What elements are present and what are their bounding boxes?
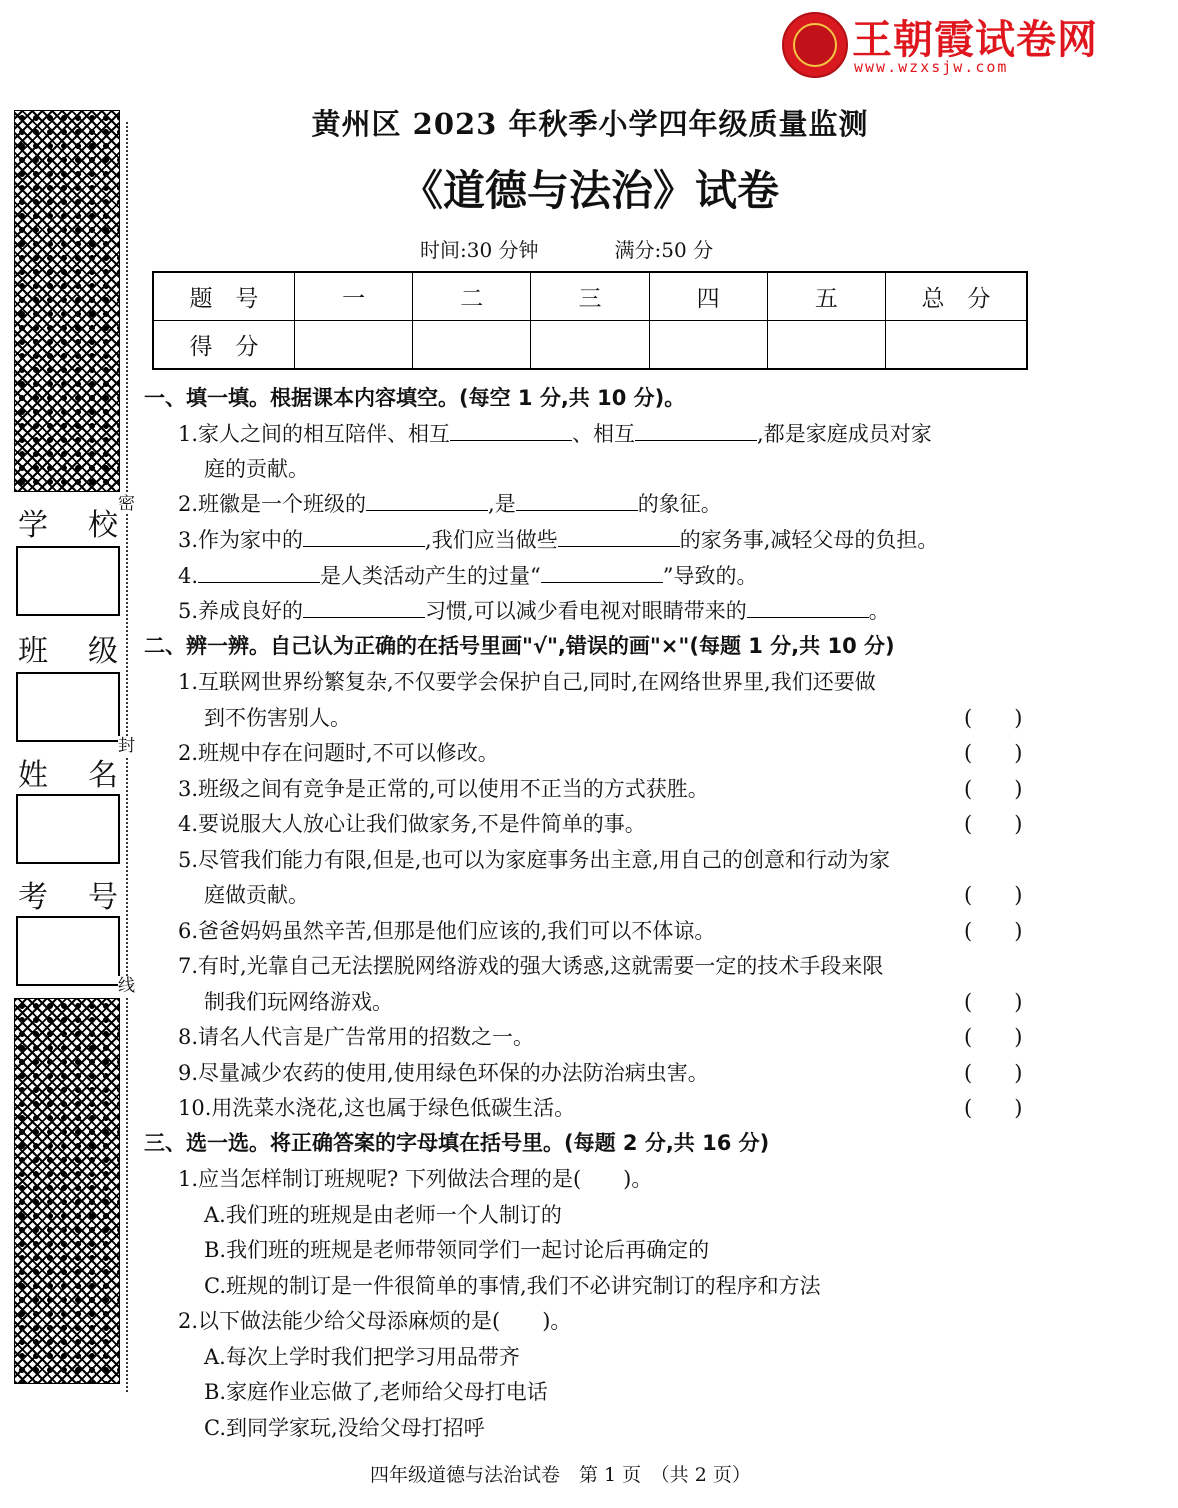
score-table-cell: 二 [413,272,531,321]
judge-question-1: 1.互联网世界纷繁复杂,不仅要学会保护自己,同时,在网络世界里,我们还要做 [178,670,876,694]
answer-parentheses[interactable]: ( ) [964,919,1023,943]
answer-parentheses[interactable]: ( ) [964,777,1023,801]
choice-option: B.家庭作业忘做了,老师给父母打电话 [204,1380,548,1404]
answer-blank[interactable] [516,492,638,511]
section-2-heading: 二、辨一辨。自己认为正确的在括号里画"√",错误的画"×"(每题 1 分,共 10 分) [144,634,895,658]
score-input-cell[interactable] [767,321,885,370]
school-input-box[interactable] [16,546,120,616]
logo-url: www.wzxsjw.com [854,58,1009,76]
score-table-header-row [153,272,1027,321]
score-input-cell[interactable] [886,321,1028,370]
judge-question-4: 4.要说服大人放心让我们做家务,不是件简单的事。 [178,812,646,836]
answer-blank[interactable] [541,564,663,583]
fill-question-1-cont: 庭的贡献。 [204,457,309,481]
answer-blank[interactable] [450,422,572,441]
judge-question-7: 7.有时,光靠自己无法摆脱网络游戏的强大诱惑,这就需要一定的技术手段来限 [178,954,884,978]
subject-title: 《道德与法治》试卷 [400,166,779,215]
judge-question-5-cont: 庭做贡献。 [204,883,309,907]
answer-blank[interactable] [366,492,488,511]
judge-question-2: 2.班规中存在问题时,不可以修改。 [178,741,499,765]
class-input-box[interactable] [16,672,120,742]
answer-blank[interactable] [558,528,680,547]
exam-time-score [420,234,713,263]
score-input-cell[interactable] [649,321,767,370]
answer-blank[interactable] [303,528,425,547]
name-input-box[interactable] [16,794,120,864]
score-table-cell: 四 [649,272,767,321]
fill-question-5: 5.养成良好的 习惯,可以减少看电视对眼睛带来的 。 [178,599,890,623]
seal-char-feng: 封 [118,736,135,756]
score-table-cell: 五 [767,272,885,321]
answer-blank[interactable] [303,599,425,618]
name-label: 姓 名 [18,758,118,793]
score-input-cell[interactable] [413,321,531,370]
score-table-score-row [153,321,1027,370]
class-label: 班 级 [18,634,118,669]
answer-parentheses[interactable]: ( ) [964,812,1023,836]
judge-question-8: 8.请名人代言是广告常用的招数之一。 [178,1025,535,1049]
seal-char-xian: 线 [118,976,135,996]
choice-option: A.我们班的班规是由老师一个人制订的 [204,1203,562,1227]
margin-pattern-top [14,110,120,492]
fill-question-2: 2.班徽是一个班级的 ,是 的象征。 [178,492,722,516]
score-table-cell: 总 分 [886,272,1028,321]
binding-dotted-line [126,122,128,1392]
judge-question-1-cont: 到不伤害别人。 [204,706,351,730]
choice-option: B.我们班的班规是老师带领同学们一起讨论后再确定的 [204,1238,710,1262]
judge-question-9: 9.尽量减少农药的使用,使用绿色环保的办法防治病虫害。 [178,1061,709,1085]
judge-question-5: 5.尽管我们能力有限,但是,也可以为家庭事务出主意,用自己的创意和行动为家 [178,848,891,872]
answer-blank[interactable] [198,564,320,583]
site-logo [782,8,1102,74]
answer-parentheses[interactable]: ( ) [964,1025,1023,1049]
logo-brand-text: 王朝霞试卷网 [852,17,1098,63]
choice-option: C.到同学家玩,没给父母打招呼 [204,1416,485,1440]
fill-question-4: 4. 是人类活动产生的过量“ ”导致的。 [178,564,758,588]
answer-parentheses[interactable]: ( ) [964,1096,1023,1120]
logo-seal-icon [782,12,848,78]
score-table-cell: 一 [295,272,413,321]
exam-full-score: 满分:50 分 [614,238,714,262]
choice-option: A.每次上学时我们把学习用品带齐 [204,1345,520,1369]
choice-option: C.班规的制订是一件很简单的事情,我们不必讲究制订的程序和方法 [204,1274,821,1298]
answer-parentheses[interactable]: ( ) [964,883,1023,907]
exam-number-label: 考 号 [18,880,118,915]
judge-question-10: 10.用洗菜水浇花,这也属于绿色低碳生活。 [178,1096,576,1120]
choice-question-1: 1.应当怎样制订班规呢? 下列做法合理的是( )。 [178,1167,653,1191]
margin-pattern-bottom [14,998,120,1384]
score-table [152,271,1028,370]
fill-question-1: 1.家人之间的相互陪伴、相互 、相互 ,都是家庭成员对家 [178,422,932,446]
answer-blank[interactable] [635,422,757,441]
fill-question-3: 3.作为家中的 ,我们应当做些 的家务事,减轻父母的负担。 [178,528,939,552]
school-label: 学 校 [18,508,118,543]
exam-number-input-box[interactable] [16,916,120,986]
answer-parentheses[interactable]: ( ) [964,1061,1023,1085]
judge-question-6: 6.爸爸妈妈虽然辛苦,但那是他们应该的,我们可以不体谅。 [178,919,716,943]
judge-question-7-cont: 制我们玩网络游戏。 [204,990,393,1014]
score-row-label: 得 分 [153,321,295,370]
choice-question-2: 2.以下做法能少给父母添麻烦的是( )。 [178,1309,572,1333]
answer-blank[interactable] [747,599,869,618]
section-3-heading: 三、选一选。将正确答案的字母填在括号里。(每题 2 分,共 16 分) [144,1131,770,1155]
exam-time: 时间:30 分钟 [420,238,539,262]
section-1-heading: 一、填一填。根据课本内容填空。(每空 1 分,共 10 分)。 [144,386,686,410]
answer-parentheses[interactable]: ( ) [964,706,1023,730]
seal-char-mi: 密 [118,494,135,514]
score-table-cell: 题 号 [153,272,295,321]
score-table-cell: 三 [531,272,649,321]
exam-title: 黄州区 2023 年秋季小学四年级质量监测 [311,107,869,141]
judge-question-3: 3.班级之间有竞争是正常的,可以使用不正当的方式获胜。 [178,777,709,801]
answer-parentheses[interactable]: ( ) [964,741,1023,765]
page-footer: 四年级道德与法治试卷 第 1 页 （共 2 页） [370,1464,751,1486]
score-input-cell[interactable] [531,321,649,370]
answer-parentheses[interactable]: ( ) [964,990,1023,1014]
score-input-cell[interactable] [295,321,413,370]
